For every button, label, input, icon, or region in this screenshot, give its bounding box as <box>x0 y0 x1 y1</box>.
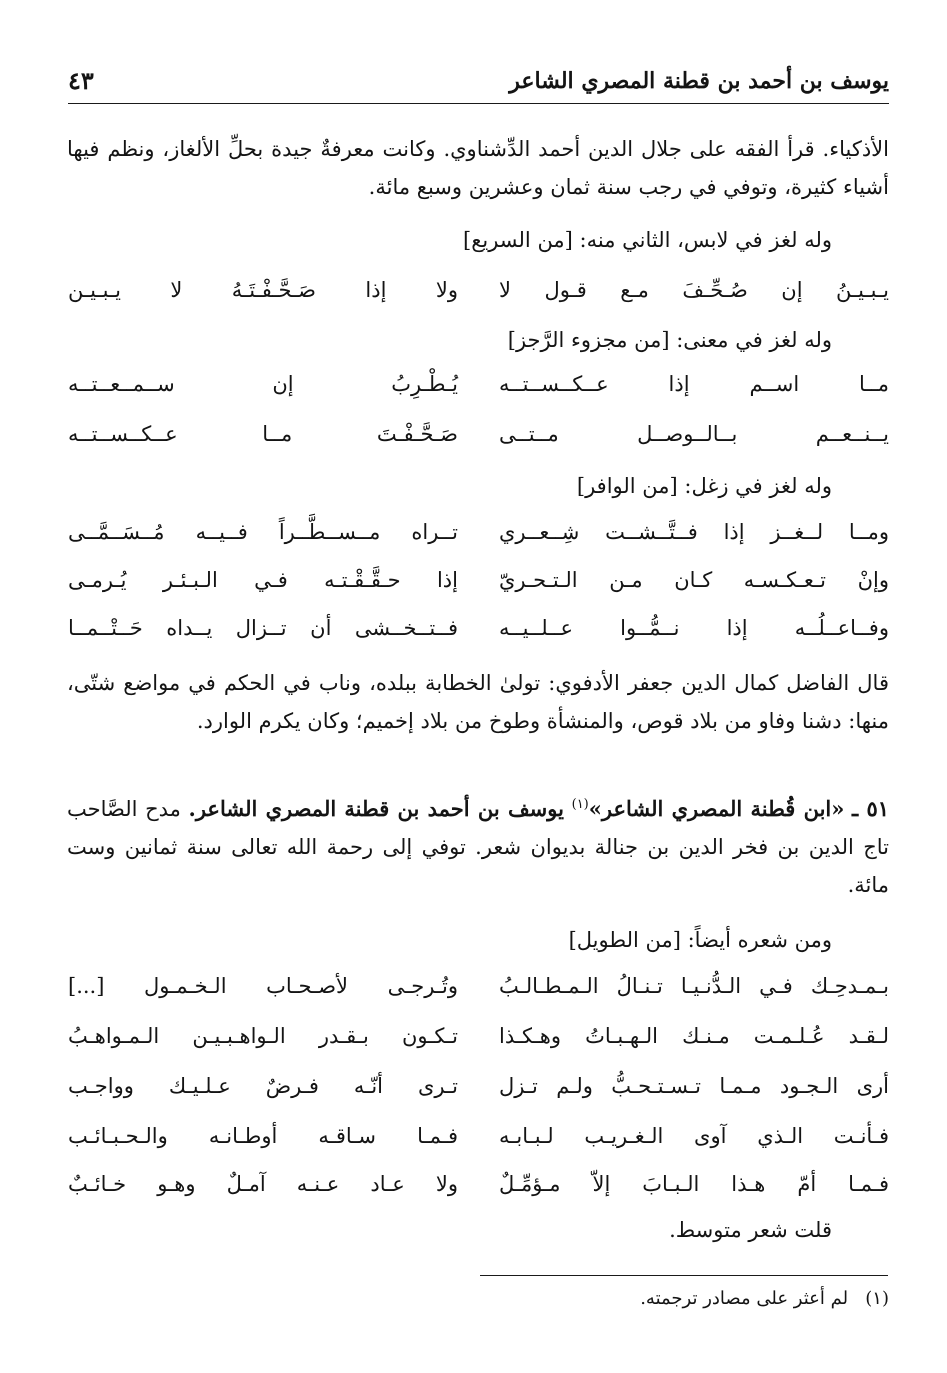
verse-line <box>68 520 889 564</box>
footnote-ref: (١) <box>571 797 589 812</box>
verse-hemistich-1: يـبـيـنُ إن صُـحِّـفَ مـع قـول لا <box>499 278 889 302</box>
verse-hemistich-1: مــا اســم إذا عــكــســتــه <box>499 372 889 396</box>
verse-hemistich-2: تــراه مــســطَّــراً فــيــه مُــسَــمَّــى <box>68 520 458 544</box>
verse-hemistich-1: وفــاعــلُــه إذا نــمُّــوا عــلــيــه <box>499 616 889 640</box>
verse-hemistich-1: يــنــعــم بــالــوصــل مــتــى <box>499 422 889 446</box>
verse-hemistich-2: فــتــخــشى أن تــزال يــداه حَــتْــمــا <box>68 616 458 640</box>
verse-intro-2: وله لغز في معنى: [من مجزوء الرَّجز] <box>507 328 832 352</box>
verse-line <box>68 568 889 612</box>
entry-name: يوسف بن أحمد بن قطنة المصري الشاعر. <box>188 796 564 821</box>
verse-hemistich-1: لـقـد عُـلـمـت مـنـك الـهـبـاتُ وهـكـذا <box>499 1024 889 1048</box>
verse-line <box>68 1172 889 1216</box>
verse-hemistich-1: فـمـا أمّ هـذا الـبـابَ إلاّ مـؤمِّـلٌ <box>499 1172 889 1196</box>
footnote <box>640 1288 889 1309</box>
header-rule <box>68 103 889 104</box>
verse-line <box>68 372 889 416</box>
verse-hemistich-2: فـمـا سـاقـه أوطـانـه والـحـبـائـب <box>68 1124 458 1148</box>
verse-line <box>68 278 889 322</box>
verse-line <box>68 1074 889 1118</box>
verse-intro-4: ومن شعره أيضاً: [من الطويل] <box>568 928 832 952</box>
verse-line <box>68 974 889 1018</box>
page-number: ٤٣ <box>68 66 94 95</box>
verse-hemistich-1: فـأنـت الـذي آوى الـغـريـب لـبـابـه <box>499 1124 889 1148</box>
footnote-text: لم أعثر على مصادر ترجمته. <box>640 1288 849 1309</box>
verse-intro-1: وله لغز في لابس، الثاني منه: [من السريع] <box>463 228 832 252</box>
verse-hemistich-2: ولا عـاد عـنـه آمـلٌ وهـو خـائـبٌ <box>68 1172 458 1196</box>
verse-hemistich-1: بـمـدحِـك فـي الـدُّنـيـا تـنـالُ الـمـطـالـبُ <box>499 974 889 998</box>
verse-hemistich-1: ومــا لــغــز إذا فــتَّــشــت شِــعــري <box>499 520 889 544</box>
verse-hemistich-1: وإنْ تـعـكـسـه كـان مـن الـتـحـريّ <box>499 568 889 592</box>
verse-line <box>68 1024 889 1068</box>
running-title: يوسف بن أحمد بن قطنة المصري الشاعر <box>509 68 889 94</box>
verse-line <box>68 1124 889 1168</box>
footnote-rule <box>480 1275 888 1276</box>
verse-line <box>68 422 889 466</box>
footnote-marker: (١) <box>865 1288 889 1309</box>
verse-hemistich-2: صَـحَّـفْـتَ مــا عــكــســتــه <box>68 422 458 446</box>
entry-title: «ابن قُطنة المصري الشاعر» <box>588 796 845 821</box>
verse-hemistich-2: إذا حـقَّـقْـتـه فـي الـبـئـر يُـرمـى <box>68 568 458 592</box>
verse-hemistich-2: وتُـرجـى لأصـحـاب الـخـمـول [...] <box>68 974 458 998</box>
verse-hemistich-2: يُـطْـرِبُ إن ســمــعــتــه <box>68 372 458 396</box>
page-header <box>68 62 889 104</box>
paragraph-2: قال الفاضل كمال الدين جعفر الأدفوي: تولىٰ الخطابة ببلده، وناب في الحكم في مواضع شتّى، منها: دشنا وفاو من بلاد قوص، والمنشأة وطوخ من بلاد إخميم؛ وكان يكرم الوارد. <box>67 671 889 733</box>
entry-number: ٥١ ـ <box>852 796 889 821</box>
biography-entry <box>67 786 889 904</box>
closing-remark: قلت شعر متوسط. <box>669 1218 832 1242</box>
verse-hemistich-2: تـرى أنّـه فـرضٌ عـلـيـك وواجـب <box>68 1074 458 1098</box>
verse-hemistich-2: تـكـون بـقـدر الـواهـبـيـن الـمـواهـبُ <box>68 1024 458 1048</box>
verse-hemistich-1: أرى الـجـود مـمـا تـسـتـحـبُّ ولـم تـزل <box>499 1074 889 1098</box>
verse-line <box>68 616 889 660</box>
entry-text: مدح الصَّاحب تاج الدين بن فخر الدين بن جنالة بديوان شعر. توفي إلى رحمة الله تعالى سنة ثمانين وست مائة. <box>67 797 889 897</box>
verse-intro-3: وله لغز في زغل: [من الوافر] <box>576 474 832 498</box>
paragraph-1: الأذكياء. قرأ الفقه على جلال الدين أحمد الدِّشناوي. وكانت معرفةٌ جيدة بحلِّ الألغاز، ونظم فيها أشياء كثيرة، وتوفي في رجب سنة ثمان وعشرين وسبع مائة. <box>67 137 889 199</box>
verse-hemistich-2: ولا إذا صَـحَّـفْـتَـهُ لا يـبـيـن <box>68 278 458 302</box>
